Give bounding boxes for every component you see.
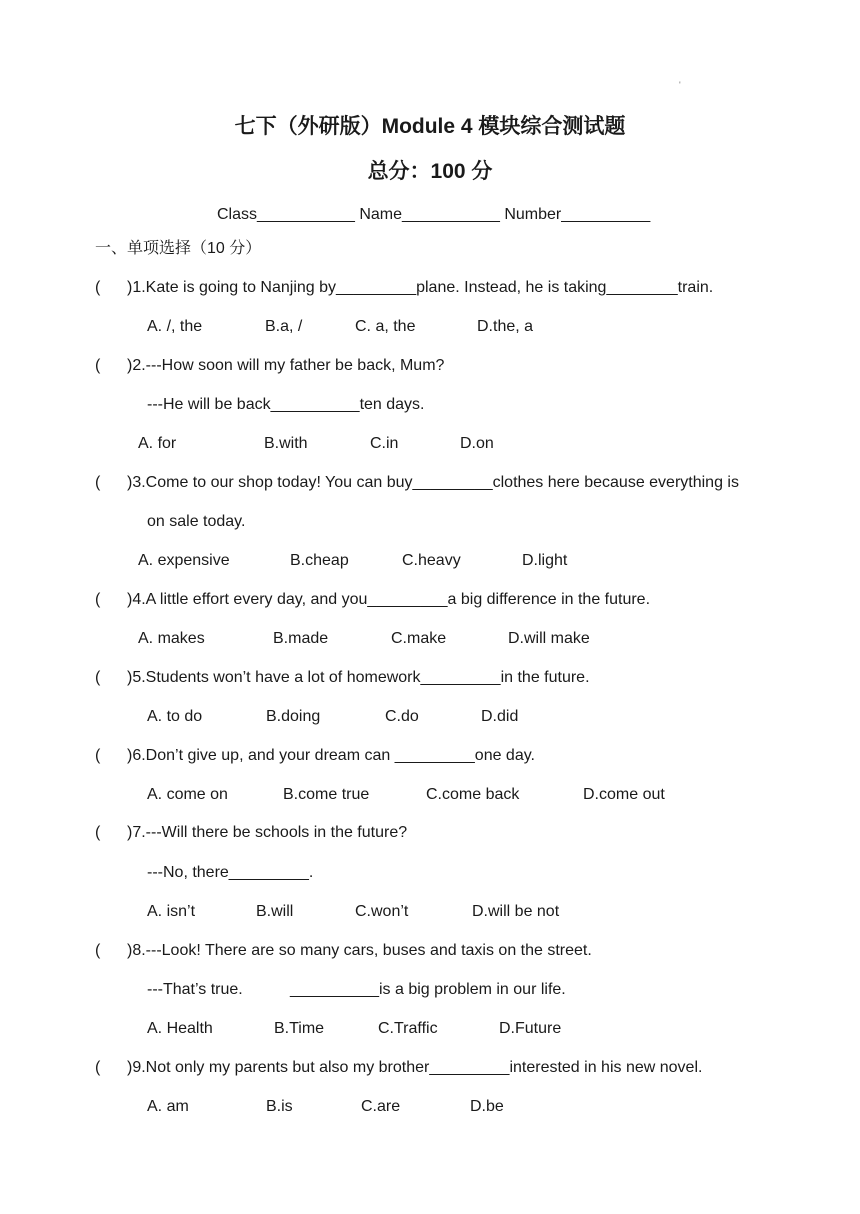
q1-option-c: C. a, the [355, 318, 416, 335]
q9-option-b: B.is [266, 1098, 293, 1115]
question-2: )2.---How soon will my father be back, Mum? [127, 357, 445, 374]
q5-option-a: A. to do [147, 708, 203, 725]
total-score: 总分：100 分 [367, 160, 493, 183]
page-mark: ' [679, 80, 681, 90]
q2-option-b: B.with [264, 435, 308, 452]
q9-option-c: C.are [361, 1098, 401, 1115]
answer-bracket: ( [95, 357, 101, 374]
q6-option-c: C.come back [426, 786, 520, 803]
q8-option-c: C.Traffic [378, 1020, 438, 1037]
q7-option-b: B.will [256, 903, 294, 920]
q3-option-a: A. expensive [138, 552, 230, 569]
q5-option-d: D.did [481, 708, 519, 725]
answer-bracket: ( [95, 474, 101, 491]
q2-option-d: D.on [460, 435, 494, 452]
q8-option-d: D.Future [499, 1020, 562, 1037]
q3-line-2: on sale today. [147, 513, 246, 530]
answer-bracket: ( [95, 279, 101, 296]
q8-line-2: ---That’s true. [147, 981, 243, 998]
question-3: )3.Come to our shop today! You can buy_________clothes here because everything is [127, 474, 739, 491]
answer-bracket: ( [95, 591, 101, 608]
section-heading: 一、单项选择（10 分） [95, 240, 262, 257]
q3-option-c: C.heavy [402, 552, 461, 569]
answer-bracket: ( [95, 1059, 101, 1076]
q4-option-b: B.made [273, 630, 329, 647]
q7-option-a: A. isn’t [147, 903, 196, 920]
q4-option-c: C.make [391, 630, 447, 647]
q6-option-a: A. come on [147, 786, 228, 803]
page-title: 七下（外研版）Module 4 模块综合测试题 [234, 115, 626, 138]
q5-option-c: C.do [385, 708, 419, 725]
q2-option-c: C.in [370, 435, 399, 452]
question-5: )5.Students won’t have a lot of homework_________in the future. [127, 669, 590, 686]
q8-line-2-blank: __________is a big problem in our life. [290, 981, 566, 998]
q1-option-a: A. /, the [147, 318, 203, 335]
q8-option-b: B.Time [274, 1020, 325, 1037]
q6-option-d: D.come out [583, 786, 665, 803]
q4-option-a: A. makes [138, 630, 205, 647]
q9-option-a: A. am [147, 1098, 189, 1115]
q5-option-b: B.doing [266, 708, 321, 725]
answer-bracket: ( [95, 747, 101, 764]
q8-option-a: A. Health [147, 1020, 213, 1037]
answer-bracket: ( [95, 942, 101, 959]
answer-bracket: ( [95, 824, 101, 841]
q6-option-b: B.come true [283, 786, 370, 803]
q2-line-2: ---He will be back__________ten days. [147, 396, 425, 413]
question-8: )8.---Look! There are so many cars, buses and taxis on the street. [127, 942, 592, 959]
q4-option-d: D.will make [508, 630, 590, 647]
student-info-line: Class___________ Name___________ Number__________ [217, 206, 651, 223]
answer-bracket: ( [95, 669, 101, 686]
q3-option-b: B.cheap [290, 552, 349, 569]
q7-line-2: ---No, there_________. [147, 864, 314, 881]
question-6: )6.Don’t give up, and your dream can _________one day. [127, 747, 535, 764]
q7-option-c: C.won’t [355, 903, 409, 920]
question-7: )7.---Will there be schools in the future? [127, 824, 408, 841]
q1-option-b: B.a, / [265, 318, 303, 335]
q9-option-d: D.be [470, 1098, 504, 1115]
question-4: )4.A little effort every day, and you_________a big difference in the future. [127, 591, 651, 608]
question-9: )9.Not only my parents but also my brother_________interested in his new novel. [127, 1059, 703, 1076]
q7-option-d: D.will be not [472, 903, 560, 920]
q1-option-d: D.the, a [477, 318, 534, 335]
q3-option-d: D.light [522, 552, 568, 569]
question-1: )1.Kate is going to Nanjing by_________plane. Instead, he is taking________train. [127, 279, 714, 296]
q2-option-a: A. for [138, 435, 177, 452]
